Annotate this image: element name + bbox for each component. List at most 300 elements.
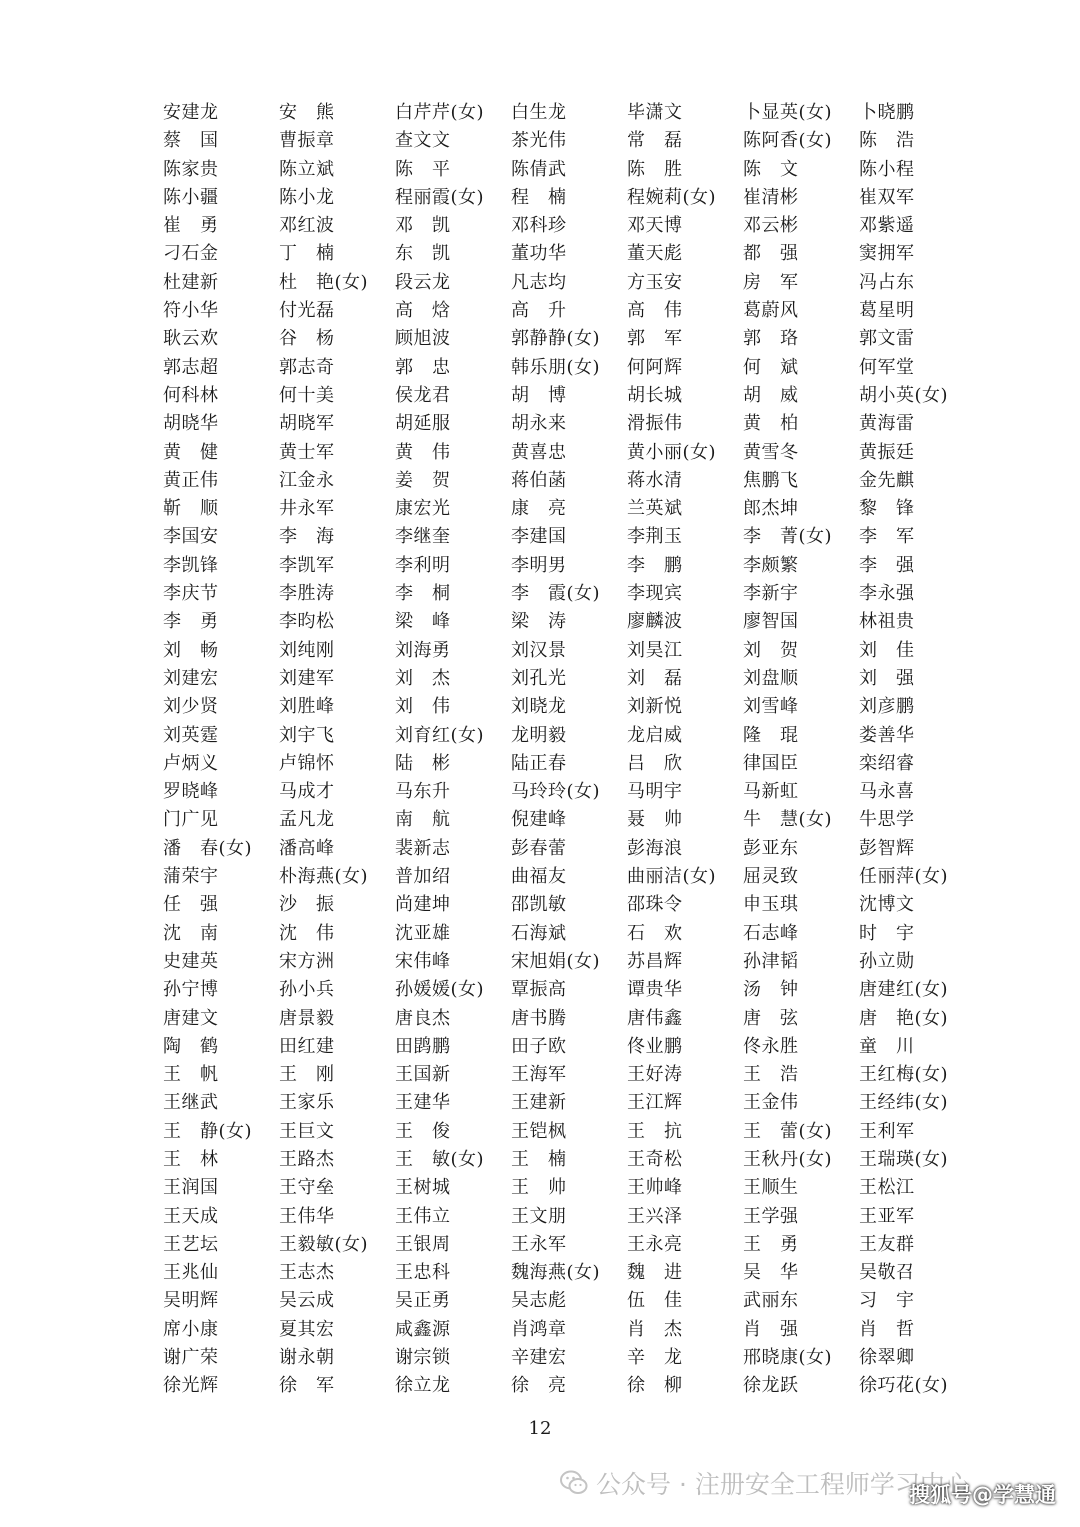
name-entry: 娄善华: [859, 724, 915, 746]
name-entry: 陈 浩: [859, 130, 915, 152]
name-entry: 唐建文: [163, 1007, 219, 1029]
name-entry: 靳 顺: [163, 498, 219, 520]
name-entry: 蔡 国: [163, 130, 219, 152]
name-entry: 邓 凯: [395, 215, 451, 237]
name-entry: 李永强: [859, 583, 915, 605]
name-entry: 黄海雷: [859, 413, 915, 435]
name-entry: 王金伟: [743, 1092, 799, 1114]
name-entry: 陈小龙: [279, 186, 335, 208]
name-entry: 陈家贵: [163, 158, 219, 180]
name-entry: 王伟立: [395, 1205, 451, 1227]
name-entry: 刘盘顺: [743, 667, 799, 689]
name-entry: 董天彪: [627, 243, 683, 265]
name-entry: 刘胜峰: [279, 696, 335, 718]
name-entry: 郭 忠: [395, 356, 451, 378]
name-entry: 王奇松: [627, 1148, 683, 1170]
name-entry: 高 焓: [395, 300, 451, 322]
name-entry: 黄 伟: [395, 441, 451, 463]
name-entry: 谭贵华: [627, 979, 683, 1001]
name-entry: 汤 钟: [743, 979, 799, 1001]
name-entry: 吴 华: [743, 1262, 799, 1284]
name-entry: 程 楠: [511, 186, 567, 208]
name-entry: 安 熊: [279, 102, 335, 123]
name-entry: 潘 春(女): [163, 837, 253, 859]
name-entry: 刘 磊: [627, 667, 683, 689]
name-entry: 刘 贺: [743, 639, 799, 661]
name-entry: 窦拥军: [859, 243, 915, 265]
name-entry: 王学强: [743, 1205, 799, 1227]
name-entry: 王 俊: [395, 1120, 451, 1142]
name-entry: 刘英霆: [163, 724, 219, 746]
name-entry: 辛 龙: [627, 1347, 683, 1369]
name-entry: 辛建宏: [511, 1347, 567, 1369]
name-entry: 房 军: [743, 271, 799, 293]
name-entry: 陈立斌: [279, 158, 335, 180]
name-entry: 黄振廷: [859, 441, 915, 463]
name-entry: 刘雪峰: [743, 696, 799, 718]
name-entry: 沈 南: [163, 922, 219, 944]
name-entry: 吴敬召: [859, 1262, 915, 1284]
name-entry: 裴新志: [395, 837, 451, 859]
name-entry: 东 凯: [395, 243, 451, 265]
name-entry: 李 海: [279, 526, 335, 548]
name-entry: 肖 杰: [627, 1318, 683, 1340]
name-entry: 金先麒: [859, 469, 915, 491]
name-entry: 王瑞瑛(女): [859, 1148, 949, 1170]
name-entry: 李 鹏: [627, 554, 683, 576]
name-entry: 南 航: [395, 809, 451, 831]
name-entry: 彭智辉: [859, 837, 915, 859]
name-entry: 沈 伟: [279, 922, 335, 944]
name-entry: 王红梅(女): [859, 1064, 949, 1086]
name-entry: 尚建坤: [395, 894, 451, 916]
name-entry: 曲丽洁(女): [627, 866, 717, 888]
name-entry: 王文朋: [511, 1205, 567, 1227]
name-entry: 王 浩: [743, 1064, 799, 1086]
name-entry: 罗晓峰: [163, 781, 219, 803]
name-entry: 刘建宏: [163, 667, 219, 689]
name-entry: 邵凯敏: [511, 894, 567, 916]
name-entry: 李 菁(女): [743, 526, 833, 548]
name-entry: 郭 珞: [743, 328, 799, 350]
name-entry: 王银周: [395, 1233, 451, 1255]
name-entry: 屈灵致: [743, 866, 799, 888]
name-entry: 王经纬(女): [859, 1092, 949, 1114]
name-entry: 史建英: [163, 950, 219, 972]
name-entry: 王兆仙: [163, 1262, 219, 1284]
name-entry: 徐光辉: [163, 1375, 219, 1397]
name-entry: 何 斌: [743, 356, 799, 378]
name-entry: 邓云彬: [743, 215, 799, 237]
name-entry: 朴海燕(女): [279, 866, 369, 888]
name-entry: 沈亚雄: [395, 922, 451, 944]
name-entry: 宋伟峰: [395, 950, 451, 972]
name-entry: 王伟华: [279, 1205, 335, 1227]
name-entry: 李国安: [163, 526, 219, 548]
name-entry: 伍 佳: [627, 1290, 683, 1312]
name-entry: 吴正勇: [395, 1290, 451, 1312]
name-entry: 王 刚: [279, 1064, 335, 1086]
name-entry: 蒋伯菡: [511, 469, 567, 491]
name-entry: 徐龙跃: [743, 1375, 799, 1397]
name-entry: 肖 哲: [859, 1318, 915, 1340]
name-entry: 李现宾: [627, 583, 683, 605]
name-entry: 李 军: [859, 526, 915, 548]
name-entry: 侯龙君: [395, 384, 451, 406]
name-entry: 吕 欣: [627, 752, 683, 774]
name-entry: 方玉安: [627, 271, 683, 293]
name-entry: 顾旭波: [395, 328, 451, 350]
name-entry: 申玉琪: [743, 894, 799, 916]
name-entry: 王毅敏(女): [279, 1233, 369, 1255]
name-entry: 姜 贺: [395, 469, 451, 491]
name-entry: 李继奎: [395, 526, 451, 548]
name-entry: 孙津韬: [743, 950, 799, 972]
name-entry: 胡延服: [395, 413, 451, 435]
name-entry: 胡晓军: [279, 413, 335, 435]
name-entry: 陈 平: [395, 158, 451, 180]
name-entry: 陈阿香(女): [743, 130, 833, 152]
name-entry: 王志杰: [279, 1262, 335, 1284]
name-entry: 黄喜忠: [511, 441, 567, 463]
name-entry: 白芹芹(女): [395, 102, 485, 123]
name-entry: 王润国: [163, 1177, 219, 1199]
name-entry: 王秋丹(女): [743, 1148, 833, 1170]
name-entry: 葛星明: [859, 300, 915, 322]
name-entry: 唐景毅: [279, 1007, 335, 1029]
name-entry: 郭 军: [627, 328, 683, 350]
name-entry: 李庆节: [163, 583, 219, 605]
name-entry: 胡小英(女): [859, 384, 949, 406]
name-entry: 王 抗: [627, 1120, 683, 1142]
name-entry: 王家乐: [279, 1092, 335, 1114]
name-entry: 蒋水清: [627, 469, 683, 491]
name-entry: 潘高峰: [279, 837, 335, 859]
name-entry: 王树城: [395, 1177, 451, 1199]
name-entry: 刘彦鹏: [859, 696, 915, 718]
name-entry: 刘纯刚: [279, 639, 335, 661]
name-entry: 肖鸿章: [511, 1318, 567, 1340]
name-entry: 郭文雷: [859, 328, 915, 350]
name-entry: 徐 军: [279, 1375, 335, 1397]
name-entry: 卜显英(女): [743, 102, 833, 123]
name-entry: 石志峰: [743, 922, 799, 944]
name-entry: 刘少贤: [163, 696, 219, 718]
name-entry: 王建新: [511, 1092, 567, 1114]
name-entry: 邢晓康(女): [743, 1347, 833, 1369]
name-entry: 刘 强: [859, 667, 915, 689]
name-entry: 刘孔光: [511, 667, 567, 689]
name-entry: 席小康: [163, 1318, 219, 1340]
name-entry: 马永喜: [859, 781, 915, 803]
name-entry: 廖麟波: [627, 611, 683, 633]
name-entry: 黄士军: [279, 441, 335, 463]
name-entry: 黄小丽(女): [627, 441, 717, 463]
name-entry: 都 强: [743, 243, 799, 265]
name-entry: 陆正春: [511, 752, 567, 774]
name-entry: 田子欧: [511, 1035, 567, 1057]
name-entry: 符小华: [163, 300, 219, 322]
name-entry: 习 宇: [859, 1290, 915, 1312]
name-entry: 井永军: [279, 498, 335, 520]
name-entry: 吴明辉: [163, 1290, 219, 1312]
name-entry: 王守垒: [279, 1177, 335, 1199]
name-entry: 田鹍鹏: [395, 1035, 451, 1057]
name-entry: 王 静(女): [163, 1120, 253, 1142]
name-entry: 武丽东: [743, 1290, 799, 1312]
name-entry: 唐 弦: [743, 1007, 799, 1029]
name-entry: 王江辉: [627, 1092, 683, 1114]
name-entry: 徐巧花(女): [859, 1375, 949, 1397]
name-entry: 安建龙: [163, 102, 219, 123]
name-entry: 陶 鹤: [163, 1035, 219, 1057]
name-entry: 刘新悦: [627, 696, 683, 718]
name-entry: 沈博文: [859, 894, 915, 916]
name-entry: 查文文: [395, 130, 451, 152]
name-entry: 刘 畅: [163, 639, 219, 661]
name-entry: 李 勇: [163, 611, 219, 633]
name-entry: 林祖贵: [859, 611, 915, 633]
name-entry: 刘 伟: [395, 696, 451, 718]
name-entry: 葛蔚风: [743, 300, 799, 322]
name-entry: 王 勇: [743, 1233, 799, 1255]
name-entry: 孙宁博: [163, 979, 219, 1001]
name-entry: 李明男: [511, 554, 567, 576]
name-entry: 吴志彪: [511, 1290, 567, 1312]
name-entry: 李建国: [511, 526, 567, 548]
name-entry: 徐立龙: [395, 1375, 451, 1397]
name-entry: 王国新: [395, 1064, 451, 1086]
name-entry: 梁 涛: [511, 611, 567, 633]
name-entry: 何十美: [279, 384, 335, 406]
name-entry: 刘晓龙: [511, 696, 567, 718]
name-entry: 覃振高: [511, 979, 567, 1001]
name-entry: 李凯军: [279, 554, 335, 576]
name-entry: 凡志均: [511, 271, 567, 293]
name-entry: 王巨文: [279, 1120, 335, 1142]
name-entry: 康宏光: [395, 498, 451, 520]
name-entry: 何军堂: [859, 356, 915, 378]
name-entry: 段云龙: [395, 271, 451, 293]
name-entry: 陈倩武: [511, 158, 567, 180]
name-entry: 王 帆: [163, 1064, 219, 1086]
name-entry: 苏昌辉: [627, 950, 683, 972]
name-entry: 刘 佳: [859, 639, 915, 661]
name-entry: 门广见: [163, 809, 219, 831]
name-entry: 常 磊: [627, 130, 683, 152]
name-entry: 邓紫遥: [859, 215, 915, 237]
name-entry: 李 霞(女): [511, 583, 601, 605]
name-entry: 邓科珍: [511, 215, 567, 237]
name-entry: 彭亚东: [743, 837, 799, 859]
name-entry: 王兴泽: [627, 1205, 683, 1227]
name-entry: 龙明毅: [511, 724, 567, 746]
wechat-icon: [560, 1470, 588, 1496]
name-entry: 李 桐: [395, 583, 451, 605]
name-entry: 任 强: [163, 894, 219, 916]
name-entry: 杜建新: [163, 271, 219, 293]
name-entry: 宋旭娟(女): [511, 950, 601, 972]
name-entry: 唐书腾: [511, 1007, 567, 1029]
name-entry: 兰英斌: [627, 498, 683, 520]
name-entry: 滑振伟: [627, 413, 683, 435]
name-entry: 毕潇文: [627, 102, 683, 123]
page-number: 12: [528, 1418, 552, 1439]
name-entry: 普加绍: [395, 866, 451, 888]
name-entry: 龙启威: [627, 724, 683, 746]
name-entry: 唐良杰: [395, 1007, 451, 1029]
name-entry: 王海军: [511, 1064, 567, 1086]
name-entry: 童 川: [859, 1035, 915, 1057]
name-entry: 蒲荣宇: [163, 866, 219, 888]
name-entry: 王 帅: [511, 1177, 567, 1199]
name-entry: 陈小程: [859, 158, 915, 180]
name-entry: 何阿辉: [627, 356, 683, 378]
name-entry: 谢宗锁: [395, 1347, 451, 1369]
name-entry: 高 升: [511, 300, 567, 322]
name-entry: 王利军: [859, 1120, 915, 1142]
name-entry: 陈 胜: [627, 158, 683, 180]
name-entry: 任丽萍(女): [859, 866, 949, 888]
name-entry: 李荆玉: [627, 526, 683, 548]
name-entry: 魏海燕(女): [511, 1262, 601, 1284]
name-entry: 邵珠令: [627, 894, 683, 916]
name-entry: 徐 亮: [511, 1375, 567, 1397]
name-entry: 卢炳义: [163, 752, 219, 774]
name-entry: 隆 琨: [743, 724, 799, 746]
name-entry: 胡 博: [511, 384, 567, 406]
name-entry: 徐翠卿: [859, 1347, 915, 1369]
name-entry: 王永亮: [627, 1233, 683, 1255]
name-entry: 谷 杨: [279, 328, 335, 350]
name-entry: 马成才: [279, 781, 335, 803]
name-entry: 沙 振: [279, 894, 335, 916]
name-entry: 时 宇: [859, 922, 915, 944]
name-entry: 宋方洲: [279, 950, 335, 972]
name-entry: 王艺坛: [163, 1233, 219, 1255]
name-entry: 崔清彬: [743, 186, 799, 208]
name-entry: 孙媛媛(女): [395, 979, 485, 1001]
name-entry: 栾绍睿: [859, 752, 915, 774]
name-entry: 李颇繁: [743, 554, 799, 576]
name-entry: 陈 文: [743, 158, 799, 180]
name-entry: 王路杰: [279, 1148, 335, 1170]
name-entry: 崔 勇: [163, 215, 219, 237]
name-entry: 王铠枫: [511, 1120, 567, 1142]
name-entry: 彭春蕾: [511, 837, 567, 859]
name-entry: 马明宇: [627, 781, 683, 803]
name-entry: 卜晓鹏: [859, 102, 915, 123]
name-entry: 邓天博: [627, 215, 683, 237]
name-entry: 牛思学: [859, 809, 915, 831]
name-entry: 刘汉景: [511, 639, 567, 661]
name-entry: 王顺生: [743, 1177, 799, 1199]
name-entry: 刘昊江: [627, 639, 683, 661]
name-entry: 律国臣: [743, 752, 799, 774]
name-entry: 马东升: [395, 781, 451, 803]
name-entry: 马新虹: [743, 781, 799, 803]
name-entry: 王友群: [859, 1233, 915, 1255]
name-entry: 佟永胜: [743, 1035, 799, 1057]
name-entry: 李新宇: [743, 583, 799, 605]
name-entry: 王好涛: [627, 1064, 683, 1086]
name-entry: 吴云成: [279, 1290, 335, 1312]
name-entry: 韩乐朋(女): [511, 356, 601, 378]
name-entry: 王忠科: [395, 1262, 451, 1284]
name-entry: 谢永朝: [279, 1347, 335, 1369]
name-entry: 白生龙: [511, 102, 567, 123]
name-entry: 肖 强: [743, 1318, 799, 1340]
name-entry: 孙小兵: [279, 979, 335, 1001]
name-entry: 彭海浪: [627, 837, 683, 859]
name-entry: 马玲玲(女): [511, 781, 601, 803]
name-entry: 唐 艳(女): [859, 1007, 949, 1029]
name-entry: 田红建: [279, 1035, 335, 1057]
name-entry: 崔双军: [859, 186, 915, 208]
name-entry: 刘 杰: [395, 667, 451, 689]
name-entry: 孙立勋: [859, 950, 915, 972]
name-entry: 李 强: [859, 554, 915, 576]
name-entry: 廖智国: [743, 611, 799, 633]
name-entry: 黄正伟: [163, 469, 219, 491]
name-entry: 王亚军: [859, 1205, 915, 1227]
name-entry: 梁 峰: [395, 611, 451, 633]
name-entry: 王 林: [163, 1148, 219, 1170]
name-entry: 王帅峰: [627, 1177, 683, 1199]
name-entry: 唐建红(女): [859, 979, 949, 1001]
name-entry: 王 蕾(女): [743, 1120, 833, 1142]
name-entry: 刘育红(女): [395, 724, 485, 746]
name-entry: 王永军: [511, 1233, 567, 1255]
name-entry: 刁石金: [163, 243, 219, 265]
name-entry: 耿云欢: [163, 328, 219, 350]
name-entry: 胡晓华: [163, 413, 219, 435]
name-entry: 陈小疆: [163, 186, 219, 208]
name-list-grid: [163, 99, 983, 1401]
name-entry: 程丽霞(女): [395, 186, 485, 208]
name-entry: 石海斌: [511, 922, 567, 944]
name-entry: 郭志奇: [279, 356, 335, 378]
name-entry: 郎杰坤: [743, 498, 799, 520]
name-entry: 卢锦怀: [279, 752, 335, 774]
name-entry: 聂 帅: [627, 809, 683, 831]
name-entry: 刘海勇: [395, 639, 451, 661]
name-entry: 夏其宏: [279, 1318, 335, 1340]
name-entry: 谢广荣: [163, 1347, 219, 1369]
name-entry: 唐伟鑫: [627, 1007, 683, 1029]
name-entry: 佟业鹏: [627, 1035, 683, 1057]
name-entry: 曹振章: [279, 130, 335, 152]
name-entry: 江金永: [279, 469, 335, 491]
name-entry: 茶光伟: [511, 130, 567, 152]
name-entry: 魏 进: [627, 1262, 683, 1284]
name-entry: 石 欢: [627, 922, 683, 944]
watermark-text: 公众号 · 注册安全工程师学习中心: [596, 1470, 970, 1499]
name-entry: 李利明: [395, 554, 451, 576]
name-entry: 黄雪冬: [743, 441, 799, 463]
name-entry: 焦鹏飞: [743, 469, 799, 491]
name-entry: 丁 楠: [279, 243, 335, 265]
name-entry: 王天成: [163, 1205, 219, 1227]
name-entry: 刘宇飞: [279, 724, 335, 746]
name-entry: 康 亮: [511, 498, 567, 520]
name-entry: 李凯锋: [163, 554, 219, 576]
name-entry: 胡长城: [627, 384, 683, 406]
name-entry: 董功华: [511, 243, 567, 265]
name-entry: 牛 慧(女): [743, 809, 833, 831]
name-entry: 王建华: [395, 1092, 451, 1114]
name-entry: 邓红波: [279, 215, 335, 237]
